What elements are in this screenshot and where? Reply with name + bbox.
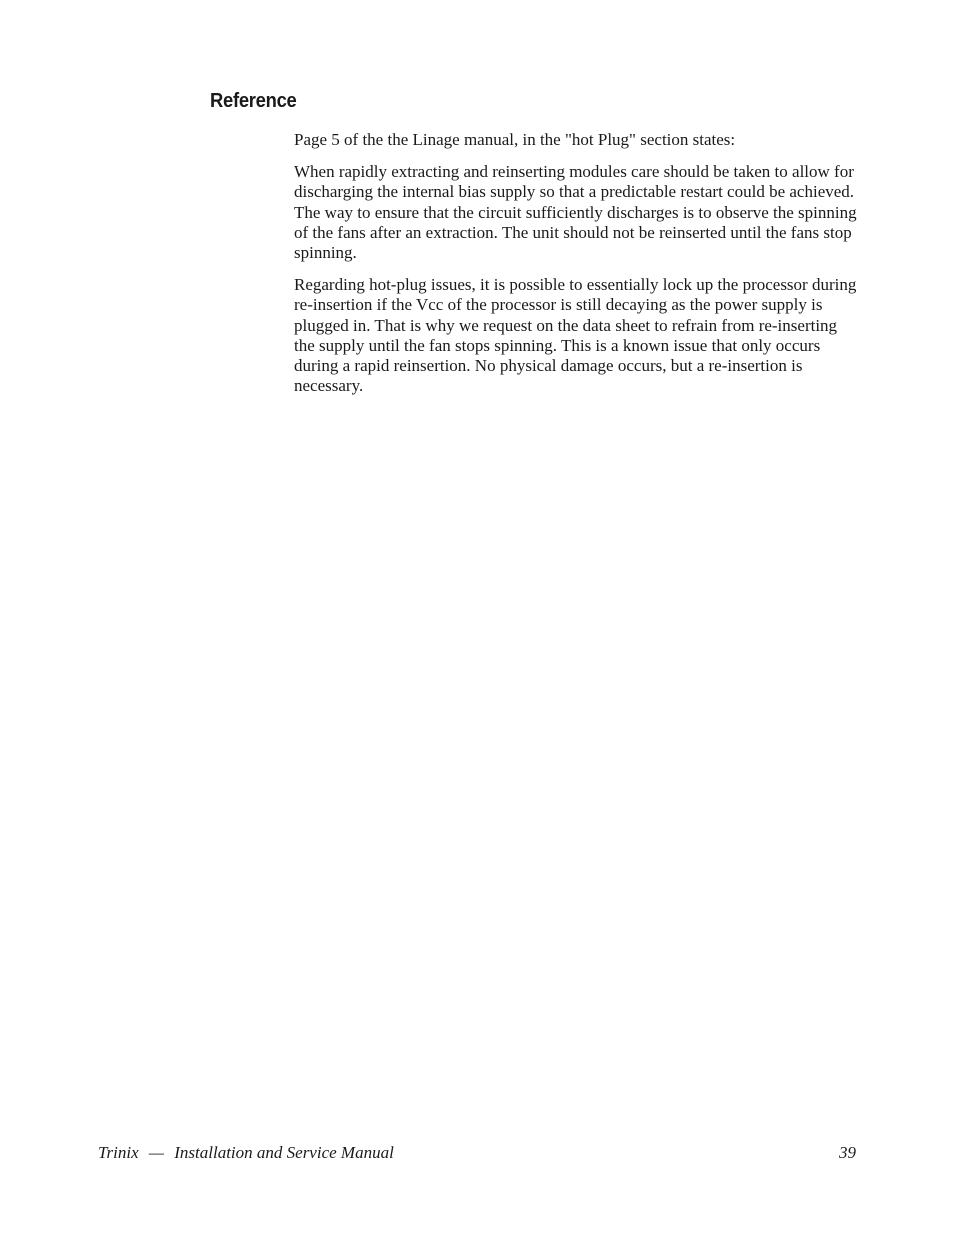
- paragraph-quote: When rapidly extracting and reinserting modules care should be taken to allow for discharging the internal bias supply so that a predictable restart could be achieved. The way to ensure that the circuit sufficiently discharges is to observe the spinning of the fans after an extraction. The unit should not be reinserted until the fans stop spinning.: [294, 162, 857, 263]
- body-text: [294, 130, 860, 408]
- footer-title: [98, 1143, 394, 1163]
- paragraph-explanation: Regarding hot-plug issues, it is possible to essentially lock up the processor during re-insertion if the Vcc of the processor is still decaying as the power supply is plugged in. That is why we request on the data sheet to refrain from re-inserting the supply until the fan stops spinning. This is a known issue that only occurs during a rapid reinsertion. No physical damage occurs, but a re-insertion is necessary.: [294, 275, 857, 396]
- footer-product: Trinix: [98, 1143, 139, 1162]
- footer-manual-title: Installation and Service Manual: [174, 1143, 394, 1162]
- page-number: 39: [839, 1143, 856, 1162]
- section-heading: Reference: [210, 90, 297, 112]
- paragraph-intro: Page 5 of the the Linage manual, in the "hot Plug" section states:: [294, 130, 736, 149]
- footer-separator: —: [148, 1143, 164, 1162]
